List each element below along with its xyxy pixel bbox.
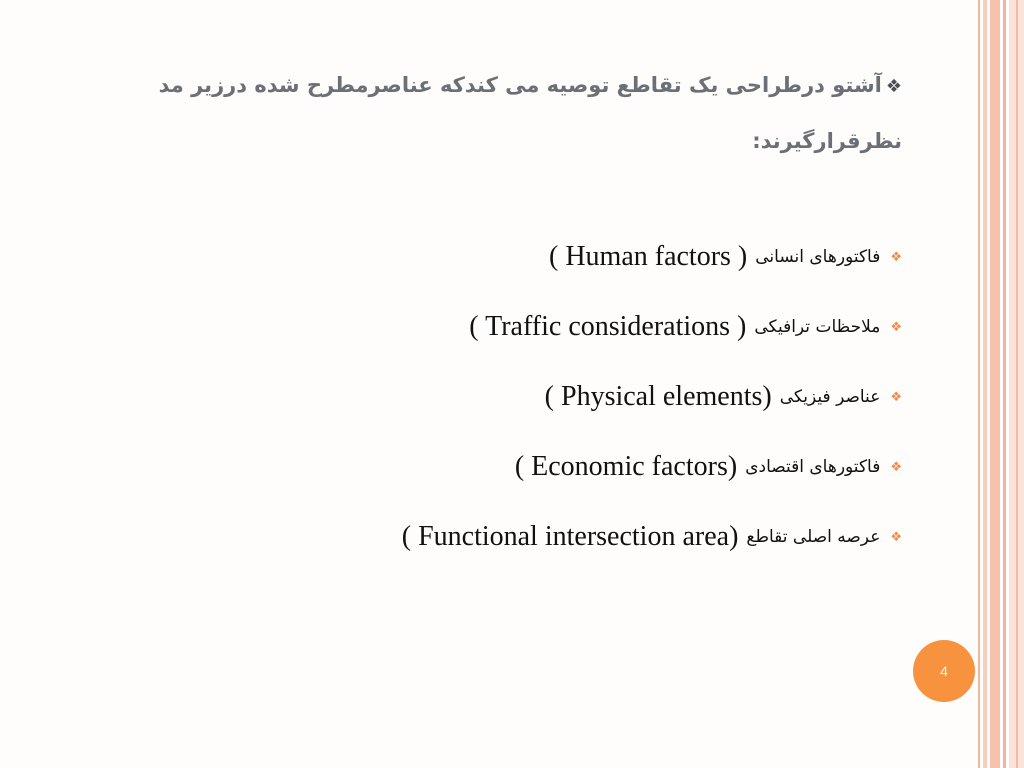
border-stripe (1016, 0, 1018, 768)
border-stripe (1003, 0, 1006, 768)
bullet-english-text: ( Physical elements) (544, 381, 772, 412)
bullet-english-text: ( Economic factors) (514, 451, 738, 482)
diamond-bullet-icon: ❖ (890, 249, 902, 264)
bullet-english-text: ( Human factors ) (549, 241, 748, 272)
border-stripe (978, 0, 980, 768)
bullet-english-text: ( Traffic considerations ) (469, 311, 747, 342)
border-stripe (983, 0, 987, 768)
bullet-item (142, 222, 902, 292)
bullet-item (142, 362, 902, 432)
bullet-item (142, 292, 902, 362)
bullet-english-text: ( Functional intersection area) (401, 521, 739, 552)
bullet-persian-text: عرصه اصلی تقاطع (746, 527, 881, 547)
bullet-item (142, 502, 902, 572)
bullet-item (142, 432, 902, 502)
bullet-persian-text: عناصر فیزیکی (779, 387, 881, 407)
page-number: 4 (940, 663, 948, 679)
bullet-persian-text: فاکتورهای اقتصادی (745, 457, 881, 477)
diamond-bullet-icon: ❖ (890, 459, 902, 474)
slide-title-text: آشتو درطراحی یک تقاطع توصیه می کندکه عناصرمطرح شده درزیر مد نظرقرارگیرند: (158, 73, 902, 153)
border-stripe (990, 0, 1000, 768)
diamond-bullet-icon: ❖ (890, 319, 902, 334)
bullet-persian-text: ملاحظات ترافیکی (754, 317, 881, 337)
bullet-persian-text: فاکتورهای انسانی (755, 247, 881, 267)
diamond-bullet-icon: ❖ (890, 389, 902, 404)
slide-title (72, 58, 902, 168)
diamond-bullet-icon: ❖ (885, 76, 902, 97)
diamond-bullet-icon: ❖ (890, 529, 902, 544)
bullet-list (142, 222, 902, 572)
page-number-badge (913, 640, 975, 702)
